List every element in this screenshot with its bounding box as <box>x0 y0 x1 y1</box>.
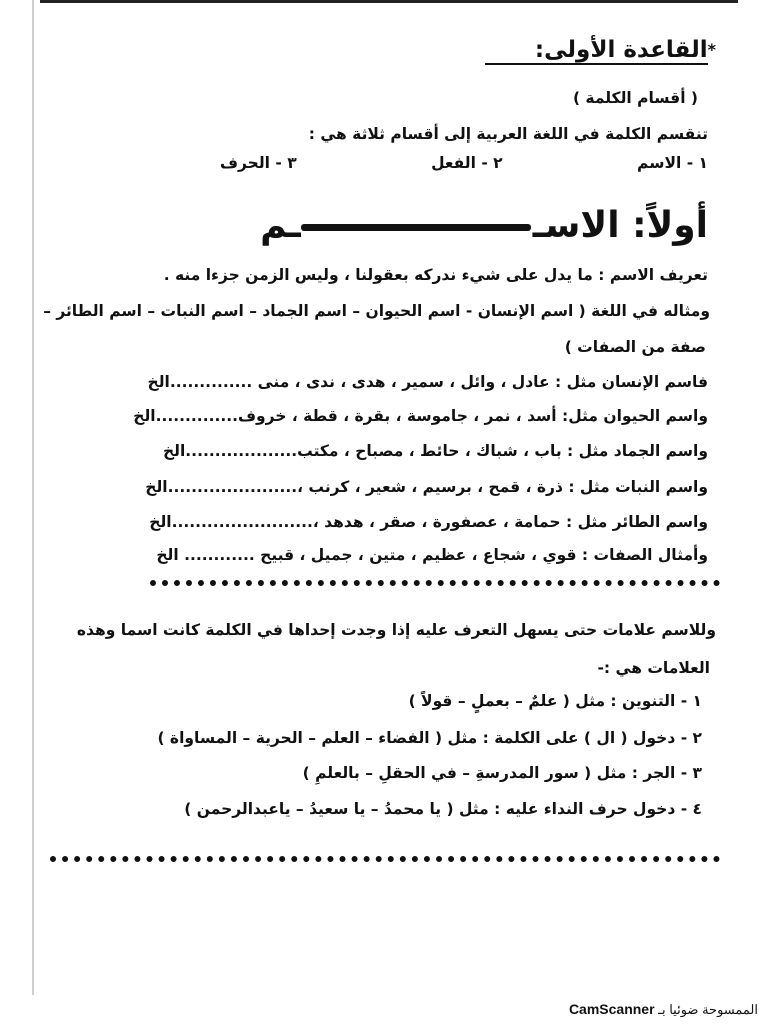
example-plant: واسم النبات مثل : ذرة ، قمح ، برسيم ، شعير ، كرنب ،......................الخ <box>145 478 708 496</box>
example-bird: واسم الطائر مثل : حمامة ، عصفورة ، صقر ، هدهد ،........................الخ <box>149 513 708 531</box>
example-adjective: وأمثال الصفات : قوي ، شجاع ، عظيم ، متين ، جميل ، قبيح ............ الخ <box>156 546 708 564</box>
noun-heading-text: أولاً: الاسـ <box>532 205 708 246</box>
noun-heading <box>260 200 708 252</box>
example-animal: واسم الحيوان مثل: أسد ، نمر ، جاموسة ، بقرة ، قطة ، خروف..............الخ <box>133 407 708 425</box>
top-border <box>40 0 738 3</box>
watermark-brand: CamScanner <box>568 1001 655 1017</box>
intro-text: تنقسم الكلمة في اللغة العربية إلى أقسام ثلاثة هي : <box>308 125 708 143</box>
marks-intro-line-2: العلامات هي :- <box>597 659 710 677</box>
mark-nidaa: ٤ - دخول حرف النداء عليه : مثل ( يا محمدُ – يا سعيدُ – ياعبدالرحمن ) <box>184 800 702 818</box>
marks-intro-line-1: وللاسم علامات حتى يسهل التعرف عليه إذا وجدت إحداها في الكلمة كانت اسما وهذه <box>76 621 716 639</box>
watermark-prefix: الممسوحة ضوئيا بـ <box>658 1002 758 1017</box>
dotted-separator-bottom <box>50 856 720 862</box>
part-letter: ٣ - الحرف <box>220 154 297 172</box>
part-verb: ٢ - الفعل <box>431 154 503 172</box>
asterisk-icon: * <box>707 40 716 59</box>
dotted-separator <box>150 580 720 586</box>
example-intro-line-2: صفة من الصفات ) <box>564 338 706 356</box>
left-edge-rule <box>32 0 34 995</box>
word-parts-list <box>220 154 708 178</box>
definition-text: تعريف الاسم : ما يدل على شيء ندركه بعقولنا ، وليس الزمن جزءا منه . <box>163 266 708 284</box>
scanner-watermark <box>569 1001 758 1018</box>
mark-jarr: ٣ - الجر : مثل ( سور المدرسةِ – في الحقلِ – بالعلمِ ) <box>302 764 702 782</box>
noun-heading-end: ـم <box>260 205 301 246</box>
mark-al: ٢ - دخول ( ال ) على الكلمة : مثل ( الفضاء – العلم – الحرية – المساواة ) <box>157 729 702 747</box>
subtitle: ( أقسام الكلمة ) <box>572 89 698 107</box>
mark-tanween: ١ - التنوين : مثل ( علمٌ – بعملٍ – قولاً ) <box>408 692 702 710</box>
rule-title-text: القاعدة الأولى: <box>485 37 708 65</box>
example-human: فاسم الإنسان مثل : عادل ، وائل ، سمير ، هدى ، ندى ، منى ..............الخ <box>147 373 708 391</box>
part-noun: ١ - الاسم <box>637 154 708 172</box>
example-intro-line-1: ومثاله في اللغة ( اسم الإنسان - اسم الحيوان – اسم الجماد – اسم النبات – اسم الطائر – <box>43 302 710 320</box>
example-object: واسم الجماد مثل : باب ، شباك ، حائط ، مصباح ، مكتب...................الخ <box>162 442 708 460</box>
heading-kashida-line <box>301 224 531 231</box>
rule-title <box>485 34 716 66</box>
